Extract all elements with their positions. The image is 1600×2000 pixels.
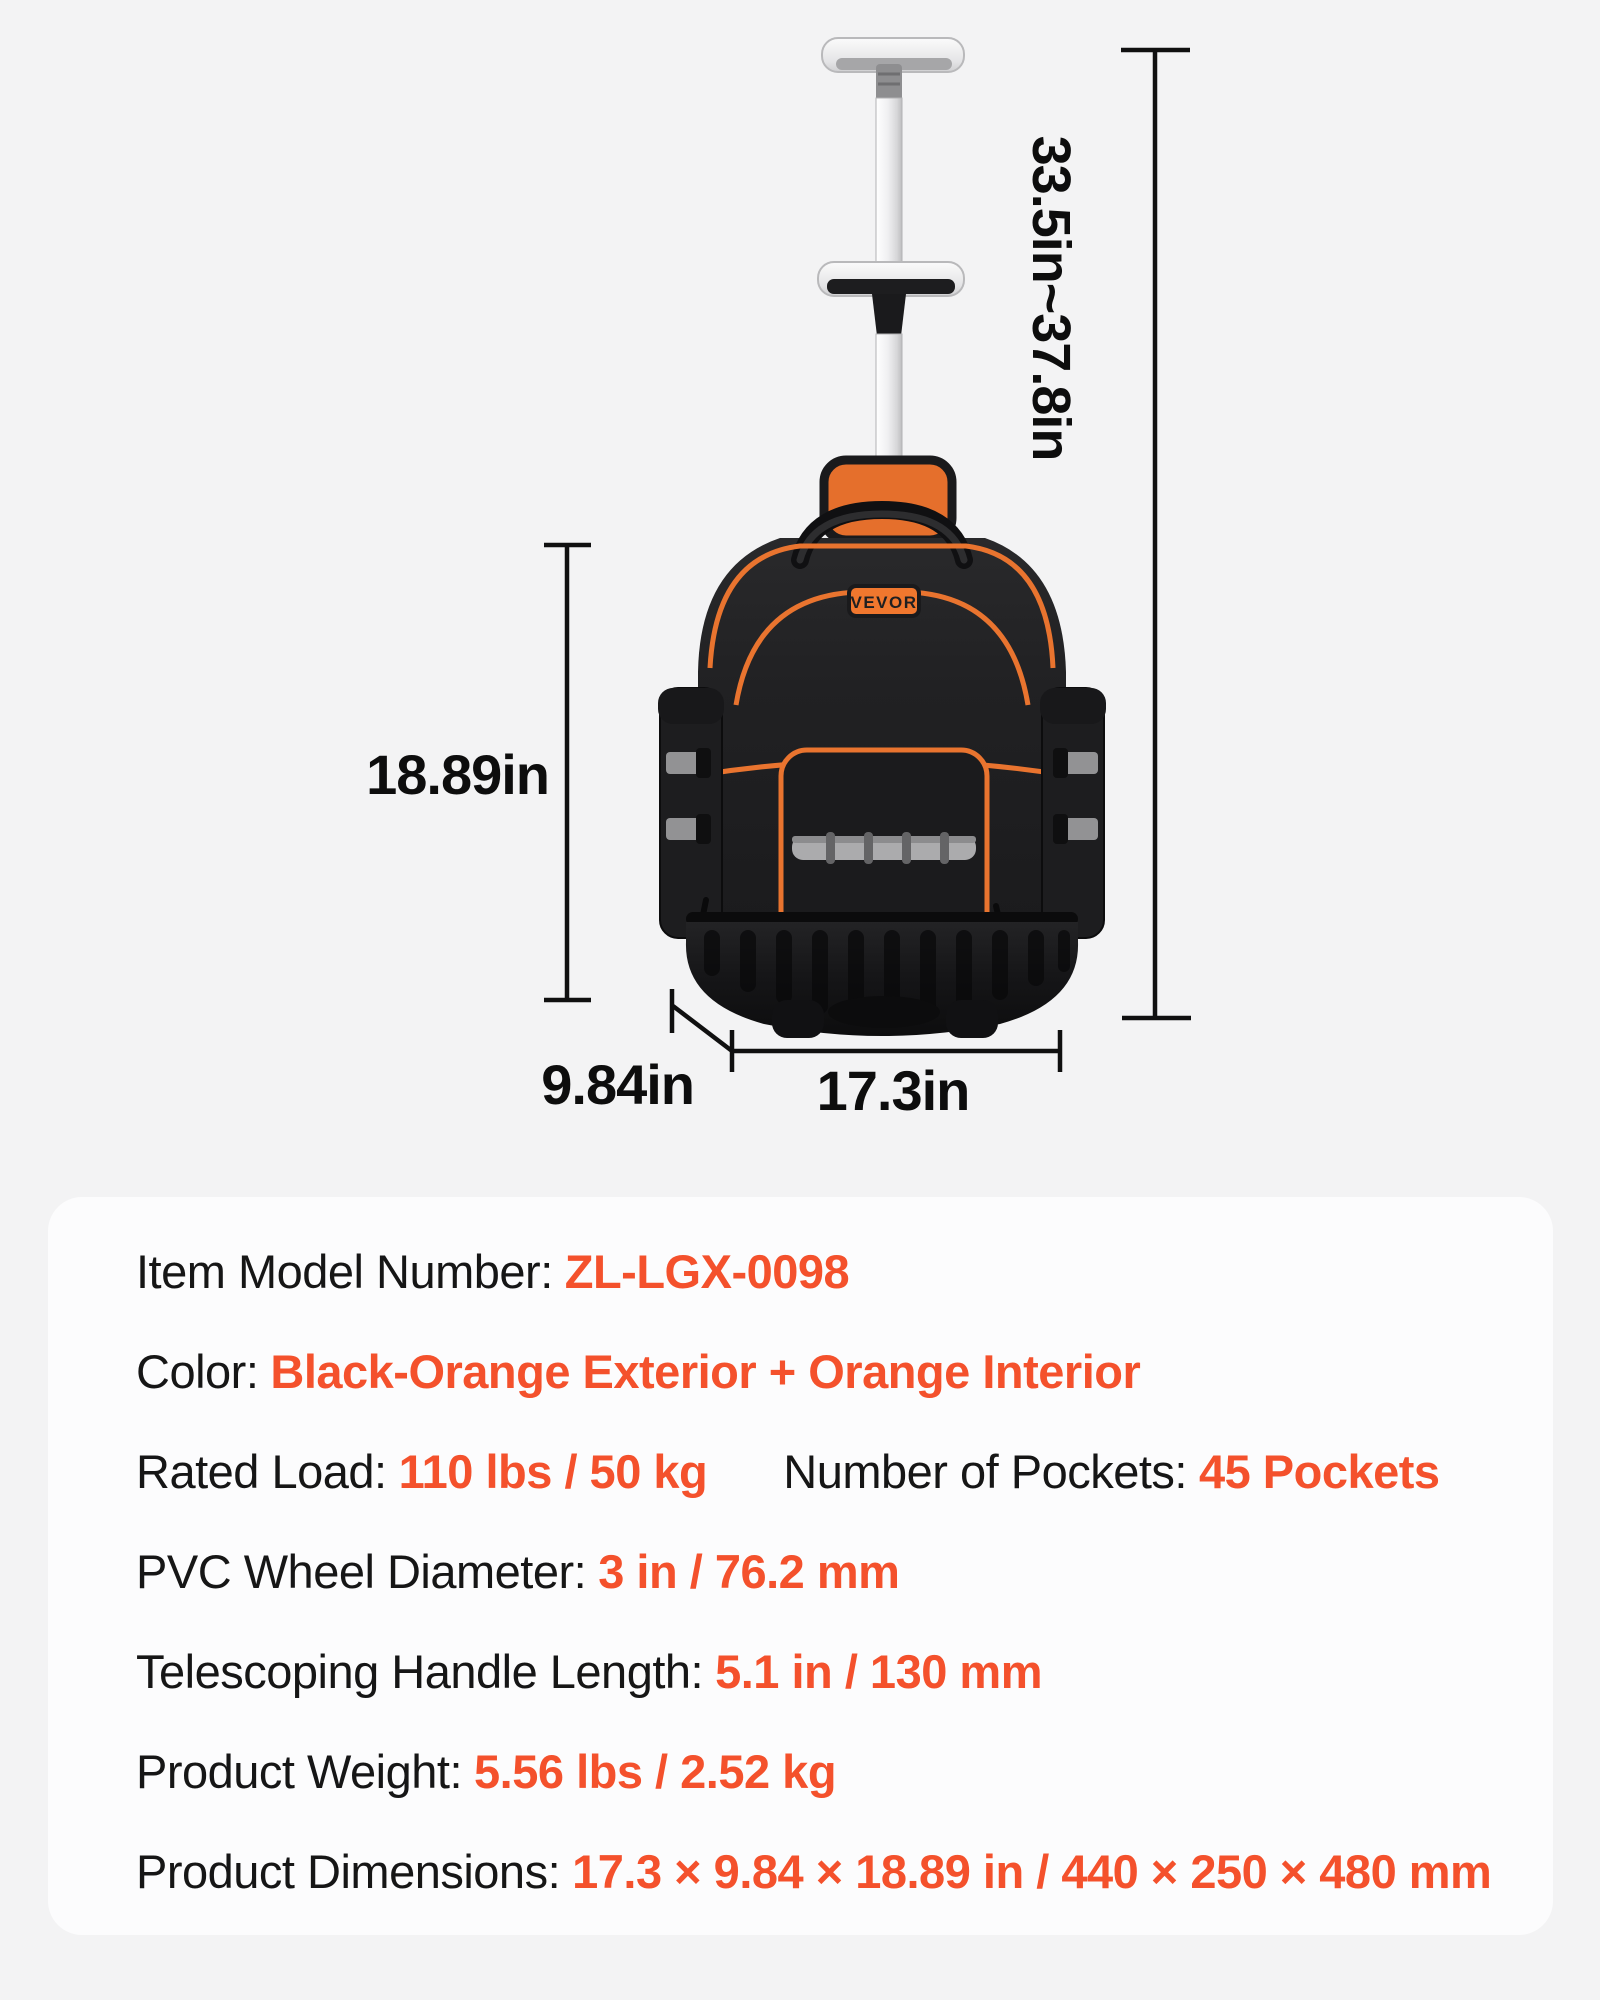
- spec-value: 17.3 × 9.84 × 18.89 in / 440 × 250 × 480 mm: [572, 1844, 1492, 1898]
- spec-value: 110 lbs / 50 kg: [398, 1444, 708, 1498]
- dim-label-extended-height: 33.5in~37.8in: [1021, 135, 1081, 461]
- spec-label: Color:: [136, 1344, 259, 1398]
- spec-row-wheel: [136, 1521, 1513, 1621]
- spec-value: Black-Orange Exterior + Orange Interior: [270, 1344, 1141, 1398]
- mid-grip-underside: [827, 279, 955, 294]
- spec-card: [48, 1197, 1553, 1935]
- spec-value: 3 in / 76.2 mm: [598, 1544, 900, 1598]
- side-pocket-right: [1040, 688, 1106, 938]
- spec-value: 45 Pockets: [1198, 1444, 1440, 1498]
- wheel-housing: [828, 996, 940, 1028]
- pole-upper: [876, 98, 902, 268]
- spec-pair-pockets: [783, 1444, 1439, 1499]
- backpack: [658, 460, 1106, 1038]
- spec-row-model: [136, 1221, 1513, 1321]
- spec-label: Telescoping Handle Length:: [136, 1644, 704, 1698]
- dim-label-bag-depth: 9.84in: [541, 1053, 694, 1116]
- spec-row-color: [136, 1321, 1513, 1421]
- foot-left: [772, 1000, 824, 1038]
- spec-label: Product Dimensions:: [136, 1844, 561, 1898]
- dim-line-depth: [673, 1006, 732, 1051]
- spec-value: 5.56 lbs / 2.52 kg: [474, 1744, 837, 1798]
- mid-grip-collar: [872, 294, 906, 336]
- side-pocket-left: [658, 688, 724, 938]
- spec-row-weight: [136, 1721, 1513, 1821]
- foot-right: [946, 1000, 998, 1038]
- spec-value: ZL-LGX-0098: [564, 1244, 850, 1298]
- spec-row-load-pockets: [136, 1421, 1513, 1521]
- spec-label: Item Model Number:: [136, 1244, 553, 1298]
- brand-logo-text: VEVOR: [850, 593, 918, 612]
- spec-label: PVC Wheel Diameter:: [136, 1544, 587, 1598]
- spec-label: Number of Pockets:: [783, 1444, 1187, 1498]
- dim-label-bag-width: 17.3in: [816, 1059, 970, 1122]
- spec-row-dimensions: [136, 1821, 1513, 1921]
- spec-label: Product Weight:: [136, 1744, 463, 1798]
- spec-row-handle-length: [136, 1621, 1513, 1721]
- telescoping-handle: [818, 38, 964, 506]
- dim-label-bag-height: 18.89in: [366, 743, 549, 806]
- spec-label: Rated Load:: [136, 1444, 387, 1498]
- spec-value: 5.1 in / 130 mm: [715, 1644, 1042, 1698]
